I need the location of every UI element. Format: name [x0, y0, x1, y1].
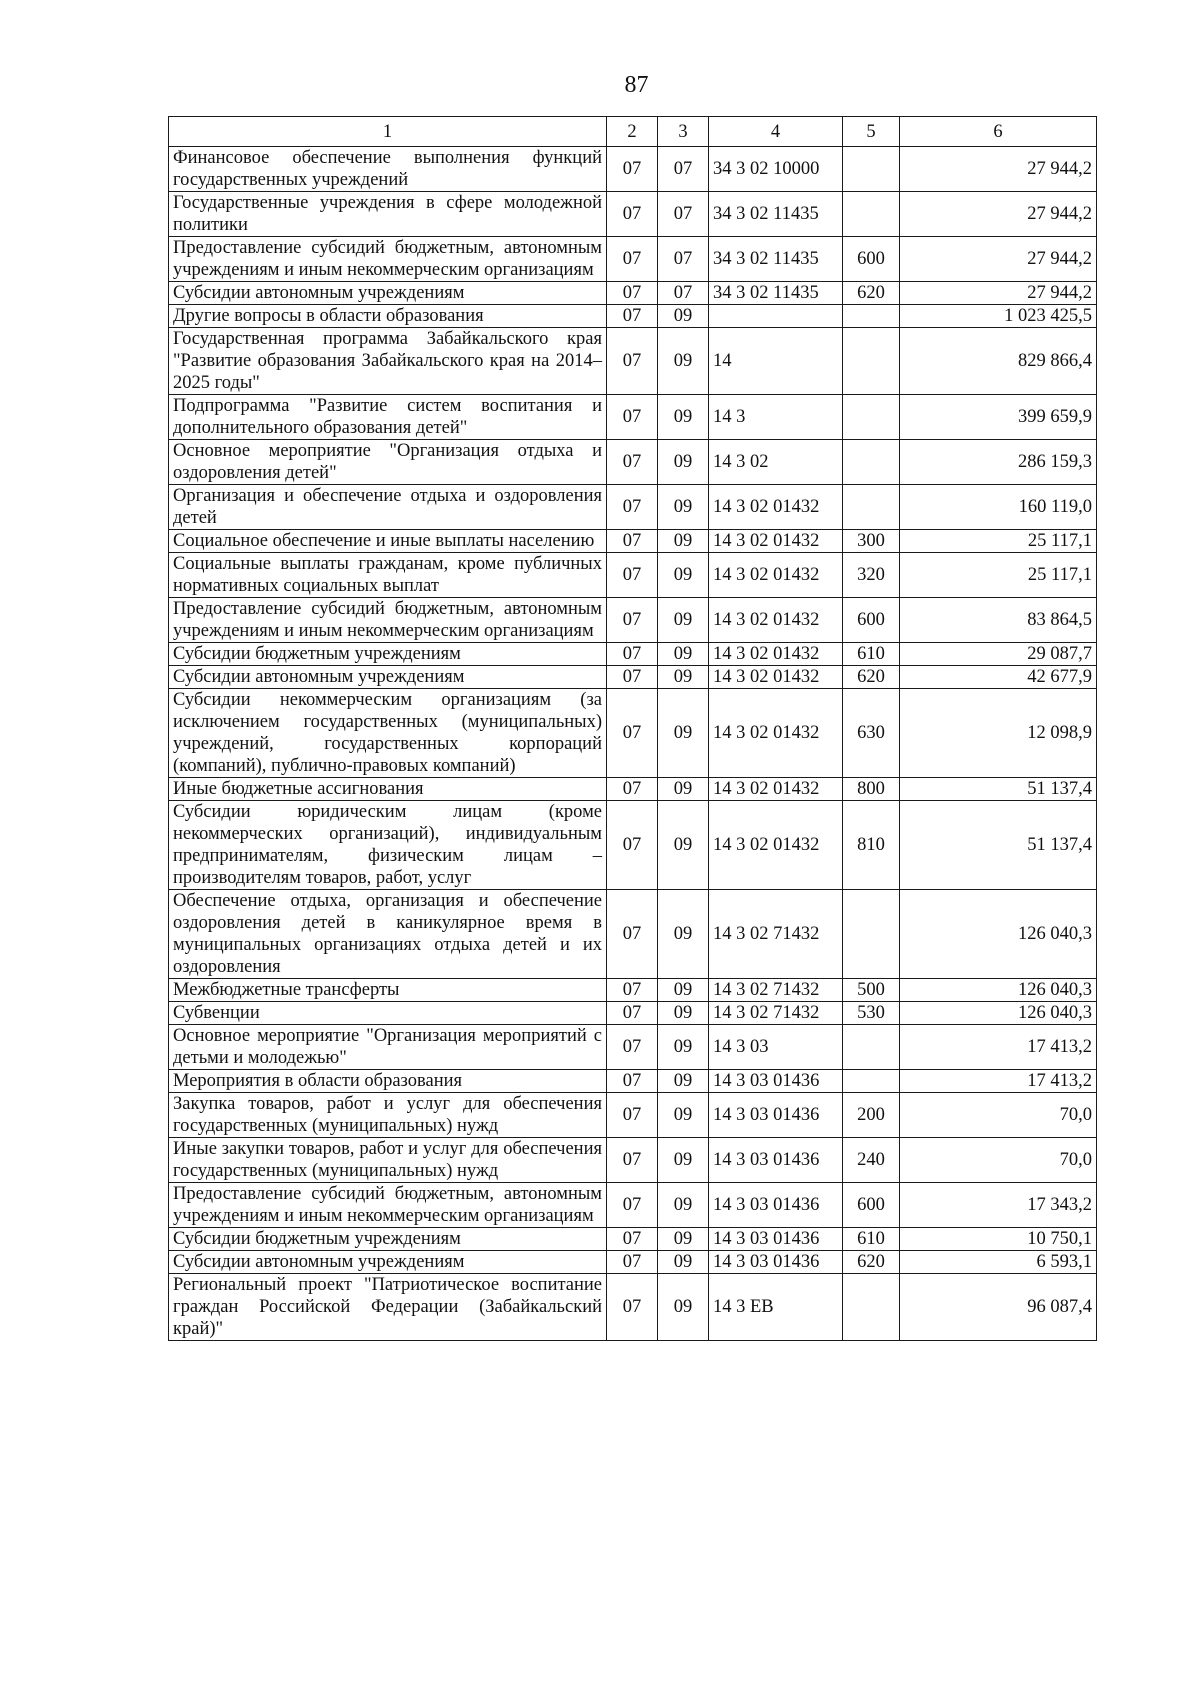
- row-target-article-cell: 14 3 03 01436: [709, 1138, 843, 1183]
- row-amount-cell: 1 023 425,5: [900, 305, 1097, 328]
- table-row: [169, 1025, 1097, 1070]
- row-target-article-cell: 14 3: [709, 395, 843, 440]
- row-expense-type-cell: 300: [843, 530, 900, 553]
- row-subsection-cell: 09: [658, 440, 709, 485]
- row-section-cell: 07: [607, 666, 658, 689]
- table-row: [169, 192, 1097, 237]
- row-name-cell: Субсидии автономным учреждениям: [169, 666, 607, 689]
- row-expense-type-cell: 600: [843, 598, 900, 643]
- table-row: [169, 1138, 1097, 1183]
- row-expense-type-cell: 620: [843, 666, 900, 689]
- row-target-article-cell: 14 3 02 01432: [709, 643, 843, 666]
- row-amount-cell: 126 040,3: [900, 890, 1097, 979]
- table-row: [169, 1093, 1097, 1138]
- row-subsection-cell: 09: [658, 1228, 709, 1251]
- row-name-cell: Субсидии юридическим лицам (кроме некоммерческих организаций), индивидуальным предпринимателям, физическим лицам – производителям товаров, работ, услуг: [169, 801, 607, 890]
- row-subsection-cell: 09: [658, 1002, 709, 1025]
- row-expense-type-cell: [843, 1025, 900, 1070]
- row-section-cell: 07: [607, 440, 658, 485]
- row-amount-cell: 17 413,2: [900, 1025, 1097, 1070]
- row-section-cell: 07: [607, 530, 658, 553]
- row-section-cell: 07: [607, 485, 658, 530]
- row-target-article-cell: 14 3 02 71432: [709, 1002, 843, 1025]
- table-row: [169, 689, 1097, 778]
- header-col-3: 3: [658, 117, 709, 147]
- row-target-article-cell: 14 3 02 01432: [709, 801, 843, 890]
- row-subsection-cell: 07: [658, 237, 709, 282]
- row-subsection-cell: 09: [658, 328, 709, 395]
- row-subsection-cell: 09: [658, 801, 709, 890]
- row-amount-cell: 29 087,7: [900, 643, 1097, 666]
- row-expense-type-cell: 610: [843, 1228, 900, 1251]
- row-expense-type-cell: 240: [843, 1138, 900, 1183]
- table-row: [169, 890, 1097, 979]
- row-subsection-cell: 09: [658, 666, 709, 689]
- row-section-cell: 07: [607, 553, 658, 598]
- row-amount-cell: 399 659,9: [900, 395, 1097, 440]
- row-subsection-cell: 09: [658, 305, 709, 328]
- row-expense-type-cell: 610: [843, 643, 900, 666]
- budget-table: [168, 116, 1097, 1341]
- row-name-cell: Подпрограмма "Развитие систем воспитания и дополнительного образования детей": [169, 395, 607, 440]
- row-name-cell: Организация и обеспечение отдыха и оздоровления детей: [169, 485, 607, 530]
- row-amount-cell: 6 593,1: [900, 1251, 1097, 1274]
- page-number: 87: [624, 72, 649, 98]
- table-row: [169, 485, 1097, 530]
- table-row: [169, 530, 1097, 553]
- row-expense-type-cell: [843, 890, 900, 979]
- table-row: [169, 1183, 1097, 1228]
- header-row: [169, 117, 1097, 147]
- row-name-cell: Социальное обеспечение и иные выплаты населению: [169, 530, 607, 553]
- row-amount-cell: 10 750,1: [900, 1228, 1097, 1251]
- header-col-5: 5: [843, 117, 900, 147]
- row-target-article-cell: 14: [709, 328, 843, 395]
- row-amount-cell: 51 137,4: [900, 801, 1097, 890]
- row-expense-type-cell: [843, 1274, 900, 1341]
- row-subsection-cell: 09: [658, 1274, 709, 1341]
- row-expense-type-cell: [843, 192, 900, 237]
- table-row: [169, 328, 1097, 395]
- row-amount-cell: 51 137,4: [900, 778, 1097, 801]
- row-amount-cell: 829 866,4: [900, 328, 1097, 395]
- row-expense-type-cell: 620: [843, 282, 900, 305]
- row-subsection-cell: 09: [658, 1251, 709, 1274]
- row-target-article-cell: 14 3 03 01436: [709, 1251, 843, 1274]
- row-expense-type-cell: [843, 1070, 900, 1093]
- row-subsection-cell: 07: [658, 282, 709, 305]
- row-amount-cell: 17 343,2: [900, 1183, 1097, 1228]
- table-row: [169, 1251, 1097, 1274]
- row-name-cell: Субсидии бюджетным учреждениям: [169, 1228, 607, 1251]
- row-target-article-cell: 14 3 02 01432: [709, 689, 843, 778]
- row-target-article-cell: 14 3 02 01432: [709, 778, 843, 801]
- row-subsection-cell: 09: [658, 890, 709, 979]
- table-row: [169, 979, 1097, 1002]
- row-name-cell: Государственные учреждения в сфере молодежной политики: [169, 192, 607, 237]
- row-amount-cell: 126 040,3: [900, 1002, 1097, 1025]
- row-section-cell: 07: [607, 1070, 658, 1093]
- row-name-cell: Другие вопросы в области образования: [169, 305, 607, 328]
- row-name-cell: Основное мероприятие "Организация мероприятий с детьми и молодежью": [169, 1025, 607, 1070]
- row-subsection-cell: 09: [658, 1070, 709, 1093]
- row-expense-type-cell: 600: [843, 1183, 900, 1228]
- row-section-cell: 07: [607, 305, 658, 328]
- row-name-cell: Социальные выплаты гражданам, кроме публичных нормативных социальных выплат: [169, 553, 607, 598]
- row-name-cell: Субсидии автономным учреждениям: [169, 1251, 607, 1274]
- row-name-cell: Субсидии некоммерческим организациям (за исключением государственных (муниципальных) учреждений, государственных корпораций (компаний), публично-правовых компаний): [169, 689, 607, 778]
- row-target-article-cell: 14 3 EB: [709, 1274, 843, 1341]
- row-target-article-cell: 14 3 02 01432: [709, 666, 843, 689]
- row-target-article-cell: 34 3 02 10000: [709, 147, 843, 192]
- row-section-cell: 07: [607, 979, 658, 1002]
- row-subsection-cell: 09: [658, 643, 709, 666]
- header-col-6: 6: [900, 117, 1097, 147]
- row-target-article-cell: 14 3 02 01432: [709, 530, 843, 553]
- row-section-cell: 07: [607, 778, 658, 801]
- row-expense-type-cell: 800: [843, 778, 900, 801]
- table-row: [169, 1274, 1097, 1341]
- row-name-cell: Обеспечение отдыха, организация и обеспечение оздоровления детей в каникулярное время в муниципальных организациях отдыха детей и их оздоровления: [169, 890, 607, 979]
- table-row: [169, 147, 1097, 192]
- row-target-article-cell: 14 3 03 01436: [709, 1183, 843, 1228]
- table-row: [169, 553, 1097, 598]
- row-amount-cell: 25 117,1: [900, 530, 1097, 553]
- row-target-article-cell: 14 3 02 01432: [709, 598, 843, 643]
- table-row: [169, 1070, 1097, 1093]
- row-section-cell: 07: [607, 1138, 658, 1183]
- row-subsection-cell: 09: [658, 689, 709, 778]
- row-target-article-cell: 14 3 03 01436: [709, 1093, 843, 1138]
- row-amount-cell: 27 944,2: [900, 237, 1097, 282]
- row-name-cell: Субвенции: [169, 1002, 607, 1025]
- row-amount-cell: 27 944,2: [900, 282, 1097, 305]
- row-section-cell: 07: [607, 1228, 658, 1251]
- row-target-article-cell: 34 3 02 11435: [709, 192, 843, 237]
- row-section-cell: 07: [607, 890, 658, 979]
- table-row: [169, 1002, 1097, 1025]
- row-section-cell: 07: [607, 1093, 658, 1138]
- row-amount-cell: 17 413,2: [900, 1070, 1097, 1093]
- row-section-cell: 07: [607, 1002, 658, 1025]
- row-amount-cell: 12 098,9: [900, 689, 1097, 778]
- row-amount-cell: 42 677,9: [900, 666, 1097, 689]
- row-expense-type-cell: 620: [843, 1251, 900, 1274]
- row-section-cell: 07: [607, 801, 658, 890]
- header-col-2: 2: [607, 117, 658, 147]
- row-amount-cell: 83 864,5: [900, 598, 1097, 643]
- row-section-cell: 07: [607, 1025, 658, 1070]
- row-name-cell: Региональный проект "Патриотическое воспитание граждан Российской Федерации (Забайкальский край)": [169, 1274, 607, 1341]
- row-subsection-cell: 09: [658, 395, 709, 440]
- row-name-cell: Предоставление субсидий бюджетным, автономным учреждениям и иным некоммерческим организациям: [169, 237, 607, 282]
- table-row: [169, 801, 1097, 890]
- row-name-cell: Основное мероприятие "Организация отдыха и оздоровления детей": [169, 440, 607, 485]
- row-target-article-cell: [709, 305, 843, 328]
- row-expense-type-cell: 600: [843, 237, 900, 282]
- table-row: [169, 666, 1097, 689]
- table-row: [169, 643, 1097, 666]
- row-expense-type-cell: 810: [843, 801, 900, 890]
- row-target-article-cell: 14 3 02 71432: [709, 979, 843, 1002]
- row-subsection-cell: 09: [658, 530, 709, 553]
- row-subsection-cell: 09: [658, 979, 709, 1002]
- row-expense-type-cell: [843, 328, 900, 395]
- row-amount-cell: 160 119,0: [900, 485, 1097, 530]
- row-name-cell: Субсидии бюджетным учреждениям: [169, 643, 607, 666]
- row-section-cell: 07: [607, 395, 658, 440]
- row-amount-cell: 27 944,2: [900, 192, 1097, 237]
- row-amount-cell: 286 159,3: [900, 440, 1097, 485]
- row-name-cell: Закупка товаров, работ и услуг для обеспечения государственных (муниципальных) нужд: [169, 1093, 607, 1138]
- table-row: [169, 598, 1097, 643]
- row-target-article-cell: 14 3 02 71432: [709, 890, 843, 979]
- row-name-cell: Предоставление субсидий бюджетным, автономным учреждениям и иным некоммерческим организациям: [169, 598, 607, 643]
- row-target-article-cell: 14 3 02 01432: [709, 485, 843, 530]
- row-section-cell: 07: [607, 689, 658, 778]
- row-amount-cell: 126 040,3: [900, 979, 1097, 1002]
- row-expense-type-cell: [843, 147, 900, 192]
- row-target-article-cell: 14 3 03 01436: [709, 1228, 843, 1251]
- row-expense-type-cell: 630: [843, 689, 900, 778]
- row-section-cell: 07: [607, 643, 658, 666]
- table-row: [169, 778, 1097, 801]
- row-subsection-cell: 09: [658, 1183, 709, 1228]
- table-row: [169, 282, 1097, 305]
- row-name-cell: Иные закупки товаров, работ и услуг для обеспечения государственных (муниципальных) нужд: [169, 1138, 607, 1183]
- row-subsection-cell: 09: [658, 553, 709, 598]
- row-amount-cell: 27 944,2: [900, 147, 1097, 192]
- row-section-cell: 07: [607, 1251, 658, 1274]
- row-name-cell: Государственная программа Забайкальского края "Развитие образования Забайкальского края на 2014–2025 годы": [169, 328, 607, 395]
- row-expense-type-cell: [843, 305, 900, 328]
- row-expense-type-cell: [843, 440, 900, 485]
- row-expense-type-cell: [843, 395, 900, 440]
- row-subsection-cell: 07: [658, 147, 709, 192]
- header-col-4: 4: [709, 117, 843, 147]
- row-amount-cell: 25 117,1: [900, 553, 1097, 598]
- row-name-cell: Мероприятия в области образования: [169, 1070, 607, 1093]
- row-target-article-cell: 34 3 02 11435: [709, 282, 843, 305]
- row-target-article-cell: 14 3 03 01436: [709, 1070, 843, 1093]
- row-amount-cell: 96 087,4: [900, 1274, 1097, 1341]
- table-row: [169, 1228, 1097, 1251]
- row-subsection-cell: 07: [658, 192, 709, 237]
- row-name-cell: Предоставление субсидий бюджетным, автономным учреждениям и иным некоммерческим организациям: [169, 1183, 607, 1228]
- row-subsection-cell: 09: [658, 1093, 709, 1138]
- row-subsection-cell: 09: [658, 1138, 709, 1183]
- row-expense-type-cell: 320: [843, 553, 900, 598]
- row-target-article-cell: 14 3 03: [709, 1025, 843, 1070]
- row-target-article-cell: 14 3 02 01432: [709, 553, 843, 598]
- row-section-cell: 07: [607, 1274, 658, 1341]
- row-expense-type-cell: 200: [843, 1093, 900, 1138]
- row-expense-type-cell: [843, 485, 900, 530]
- table-row: [169, 440, 1097, 485]
- row-expense-type-cell: 530: [843, 1002, 900, 1025]
- table-row: [169, 395, 1097, 440]
- row-section-cell: 07: [607, 282, 658, 305]
- row-subsection-cell: 09: [658, 485, 709, 530]
- row-amount-cell: 70,0: [900, 1138, 1097, 1183]
- row-section-cell: 07: [607, 598, 658, 643]
- header-col-1: 1: [169, 117, 607, 147]
- row-section-cell: 07: [607, 237, 658, 282]
- row-name-cell: Субсидии автономным учреждениям: [169, 282, 607, 305]
- row-section-cell: 07: [607, 328, 658, 395]
- row-expense-type-cell: 500: [843, 979, 900, 1002]
- row-section-cell: 07: [607, 1183, 658, 1228]
- table-row: [169, 305, 1097, 328]
- row-name-cell: Иные бюджетные ассигнования: [169, 778, 607, 801]
- row-section-cell: 07: [607, 147, 658, 192]
- row-target-article-cell: 14 3 02: [709, 440, 843, 485]
- row-name-cell: Межбюджетные трансферты: [169, 979, 607, 1002]
- table-row: [169, 237, 1097, 282]
- row-subsection-cell: 09: [658, 598, 709, 643]
- row-subsection-cell: 09: [658, 1025, 709, 1070]
- row-target-article-cell: 34 3 02 11435: [709, 237, 843, 282]
- row-amount-cell: 70,0: [900, 1093, 1097, 1138]
- row-subsection-cell: 09: [658, 778, 709, 801]
- row-section-cell: 07: [607, 192, 658, 237]
- row-name-cell: Финансовое обеспечение выполнения функций государственных учреждений: [169, 147, 607, 192]
